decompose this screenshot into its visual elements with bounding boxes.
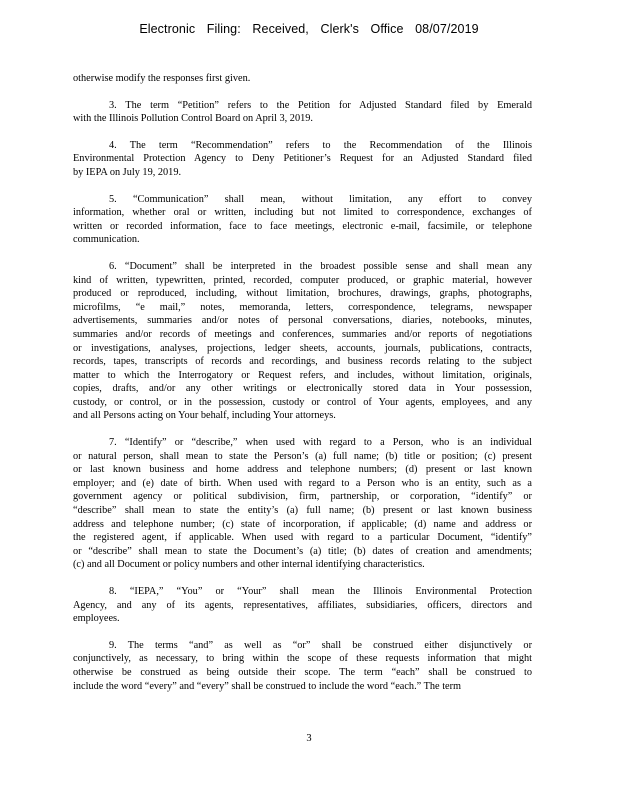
text-line: advertisements, summaries and/or notes of personal conversations, diaries, notebooks, minutes, bbox=[73, 315, 532, 327]
text-line: microfilms, “e mail,” notes, memoranda, letters, correspondence, telegrams, newspaper bbox=[73, 301, 532, 313]
text-line: employer; and (e) date of birth. When used with regard to a Person who is an entity, such as a bbox=[73, 477, 532, 489]
text-line: produced or reproduced, including, without limitation, brochures, drawings, graphs, photographs, bbox=[73, 288, 532, 300]
text-line: information, whether oral or written, including but not limited to correspondence, exchanges of bbox=[73, 207, 532, 219]
text-line: records, tapes, transcripts of records and recordings, and business records relating to the subject bbox=[73, 356, 532, 368]
text-line: 6. “Document” shall be interpreted in the broadest possible sense and shall mean any bbox=[109, 260, 532, 272]
paragraph bbox=[73, 585, 532, 626]
text-line: written or recorded information, face to face meetings, electronic e-mail, facsimile, or telephone bbox=[73, 220, 532, 232]
text-line: otherwise be construed as being outside their scope. The term “each” shall be construed to bbox=[73, 666, 532, 678]
text-line: 7. “Identify” or “describe,” when used with regard to a Person, who is an individual bbox=[109, 437, 532, 449]
text-line: 4. The term “Recommendation” refers to the Recommendation of the Illinois bbox=[109, 139, 532, 151]
document-body bbox=[73, 72, 532, 706]
paragraph bbox=[73, 193, 532, 247]
text-line: 8. “IEPA,” “You” or “Your” shall mean the Illinois Environmental Protection bbox=[109, 586, 532, 597]
text-line: communication. bbox=[73, 234, 140, 246]
paragraph bbox=[73, 139, 532, 180]
text-line: or “describe” shall mean to state the Document’s (a) title; (b) dates of creation and amendments; bbox=[73, 545, 532, 557]
text-line: 5. “Communication” shall mean, without limitation, any effort to convey bbox=[109, 193, 532, 205]
text-line: summaries and/or records of meetings and conferences, summaries and/or reports of negotiations bbox=[73, 328, 532, 340]
text-line: otherwise modify the responses first given. bbox=[73, 73, 251, 84]
text-line: and all Persons acting on Your behalf, including Your attorneys. bbox=[73, 410, 336, 422]
paragraph bbox=[73, 639, 532, 693]
text-line: or natural person, shall mean to state the Person’s (a) full name; (b) title or position; (c) present bbox=[73, 450, 532, 462]
text-line: kind of written, typewritten, printed, recorded, computer produced, or graphic material, however bbox=[73, 274, 532, 286]
text-line: the registered agent, if applicable. When used with regard to a particular Document, “identify” bbox=[73, 532, 532, 544]
text-line: matter to which the Interrogatory or Request refers, and includes, without limitation, originals, bbox=[73, 369, 532, 381]
text-line: Environmental Protection Agency to Deny Petitioner’s Request for an Adjusted Standard filed bbox=[73, 153, 532, 165]
text-line: by IEPA on July 19, 2019. bbox=[73, 166, 182, 178]
text-line: 3. The term “Petition” refers to the Petition for Adjusted Standard filed by Emerald bbox=[109, 99, 532, 111]
text-line: or investigations, analyses, projections, ledger sheets, accounts, journals, publications, contracts, bbox=[73, 342, 532, 354]
text-line: (c) and all Document or policy numbers and other internal identifying characteristics. bbox=[73, 559, 425, 571]
text-line: employees. bbox=[73, 613, 120, 625]
text-line: conjunctively, as necessary, to bring within the scope of these requests information that might bbox=[73, 653, 532, 665]
text-line: government agency or political subdivision, firm, partnership, or corporation, “identify” or bbox=[73, 491, 532, 503]
text-line: include the word “every” and “every” shall be construed to include the word “each.” The term bbox=[73, 680, 462, 692]
paragraph bbox=[73, 260, 532, 423]
paragraph bbox=[73, 72, 532, 86]
text-line: copies, drafts, and/or any other writings or electronically stored data in Your possession, bbox=[73, 383, 532, 395]
text-line: custody, or control, or in the possession, custody or control of Your agents, employees, and any bbox=[73, 396, 532, 408]
text-line: Agency, and any of its agents, representatives, affiliates, subsidiaries, officers, directors and bbox=[73, 599, 532, 611]
text-line: with the Illinois Pollution Control Board on April 3, 2019. bbox=[73, 113, 313, 125]
page-number: 3 bbox=[306, 733, 312, 744]
text-line: 9. The terms “and” as well as “or” shall be construed either disjunctively or bbox=[109, 639, 532, 651]
text-line: “describe” shall mean to state the entity’s (a) full name; (b) present or last known business bbox=[73, 505, 532, 517]
paragraph bbox=[73, 99, 532, 126]
text-line: address and telephone number; (c) state of incorporation, if applicable; (d) name and address or bbox=[73, 518, 532, 530]
filing-header: Electronic Filing: Received, Clerk's Office 08/07/2019 bbox=[139, 22, 479, 36]
paragraph bbox=[73, 436, 532, 572]
text-line: or last known business and home address and telephone numbers; (d) present or last known bbox=[73, 464, 532, 476]
